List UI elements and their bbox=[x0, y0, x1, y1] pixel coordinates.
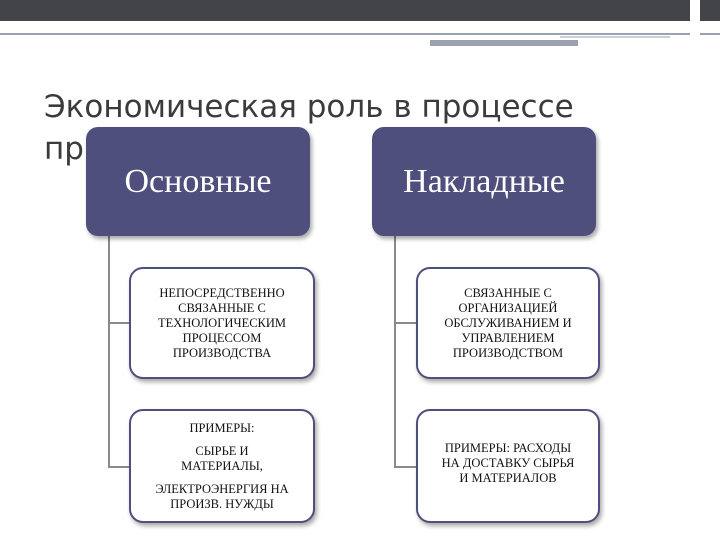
box-text-line: НА ДОСТАВКУ СЫРЬЯ bbox=[441, 456, 575, 470]
box-text-line: ОРГАНИЗАЦИЕЙ bbox=[458, 300, 558, 315]
box-text-line: МАТЕРИАЛЫ, bbox=[181, 459, 263, 473]
top-decor-bar bbox=[0, 0, 690, 21]
box-text-line: ПРИМЕРЫ: РАСХОДЫ bbox=[444, 441, 572, 455]
top-accent-line-thick bbox=[430, 40, 578, 46]
top-accent-line bbox=[0, 33, 690, 35]
direct-examples-box bbox=[129, 409, 315, 523]
top-decor-gap bbox=[690, 0, 700, 21]
connector-right-h2 bbox=[394, 466, 417, 468]
category-head-direct: Основные bbox=[86, 127, 310, 236]
box-text-line: ТЕХНОЛОГИЧЕСКИМ bbox=[157, 315, 287, 330]
connector-right-h1 bbox=[394, 322, 417, 324]
connector-left-h2 bbox=[108, 466, 130, 468]
direct-description-box bbox=[129, 267, 315, 379]
top-accent-line-right bbox=[700, 33, 720, 35]
box-text-line: ПРОИЗВ. НУЖДЫ bbox=[170, 497, 274, 511]
connector-right-vertical bbox=[394, 236, 396, 468]
box-text-line: ПРОИЗВОДСТВА bbox=[172, 345, 272, 360]
connector-left-vertical bbox=[108, 236, 110, 468]
category-head-overhead: Накладные bbox=[372, 127, 596, 236]
box-text-line: ПРОИЗВОДСТВОМ bbox=[452, 345, 564, 360]
box-text-line: ПРИМЕРЫ: bbox=[189, 421, 255, 435]
slide-title: Экономическая роль в процессе пр bbox=[44, 89, 574, 167]
box-text-line: ЭЛЕКТРОЭНЕРГИЯ НА bbox=[155, 482, 289, 496]
box-text-line: СЫРЬЕ И bbox=[195, 444, 249, 458]
box-text-line: ОБСЛУЖИВАНИЕМ И bbox=[444, 315, 572, 330]
connector-left-h1 bbox=[108, 322, 130, 324]
overhead-examples-box bbox=[416, 409, 600, 523]
box-text-line: СВЯЗАННЫЕ С bbox=[178, 300, 266, 315]
box-text-line: НЕПОСРЕДСТВЕННО bbox=[159, 285, 285, 300]
box-text-line: СВЯЗАННЫЕ С bbox=[464, 285, 552, 300]
overhead-description-box bbox=[416, 267, 600, 379]
top-decor-bar-right bbox=[700, 0, 720, 21]
box-text-line: ПРОЦЕССОМ bbox=[182, 330, 262, 345]
box-text-line: И МАТЕРИАЛОВ bbox=[459, 471, 557, 485]
top-accent-line-light bbox=[560, 36, 670, 38]
box-text-line: УПРАВЛЕНИЕМ bbox=[461, 330, 555, 345]
